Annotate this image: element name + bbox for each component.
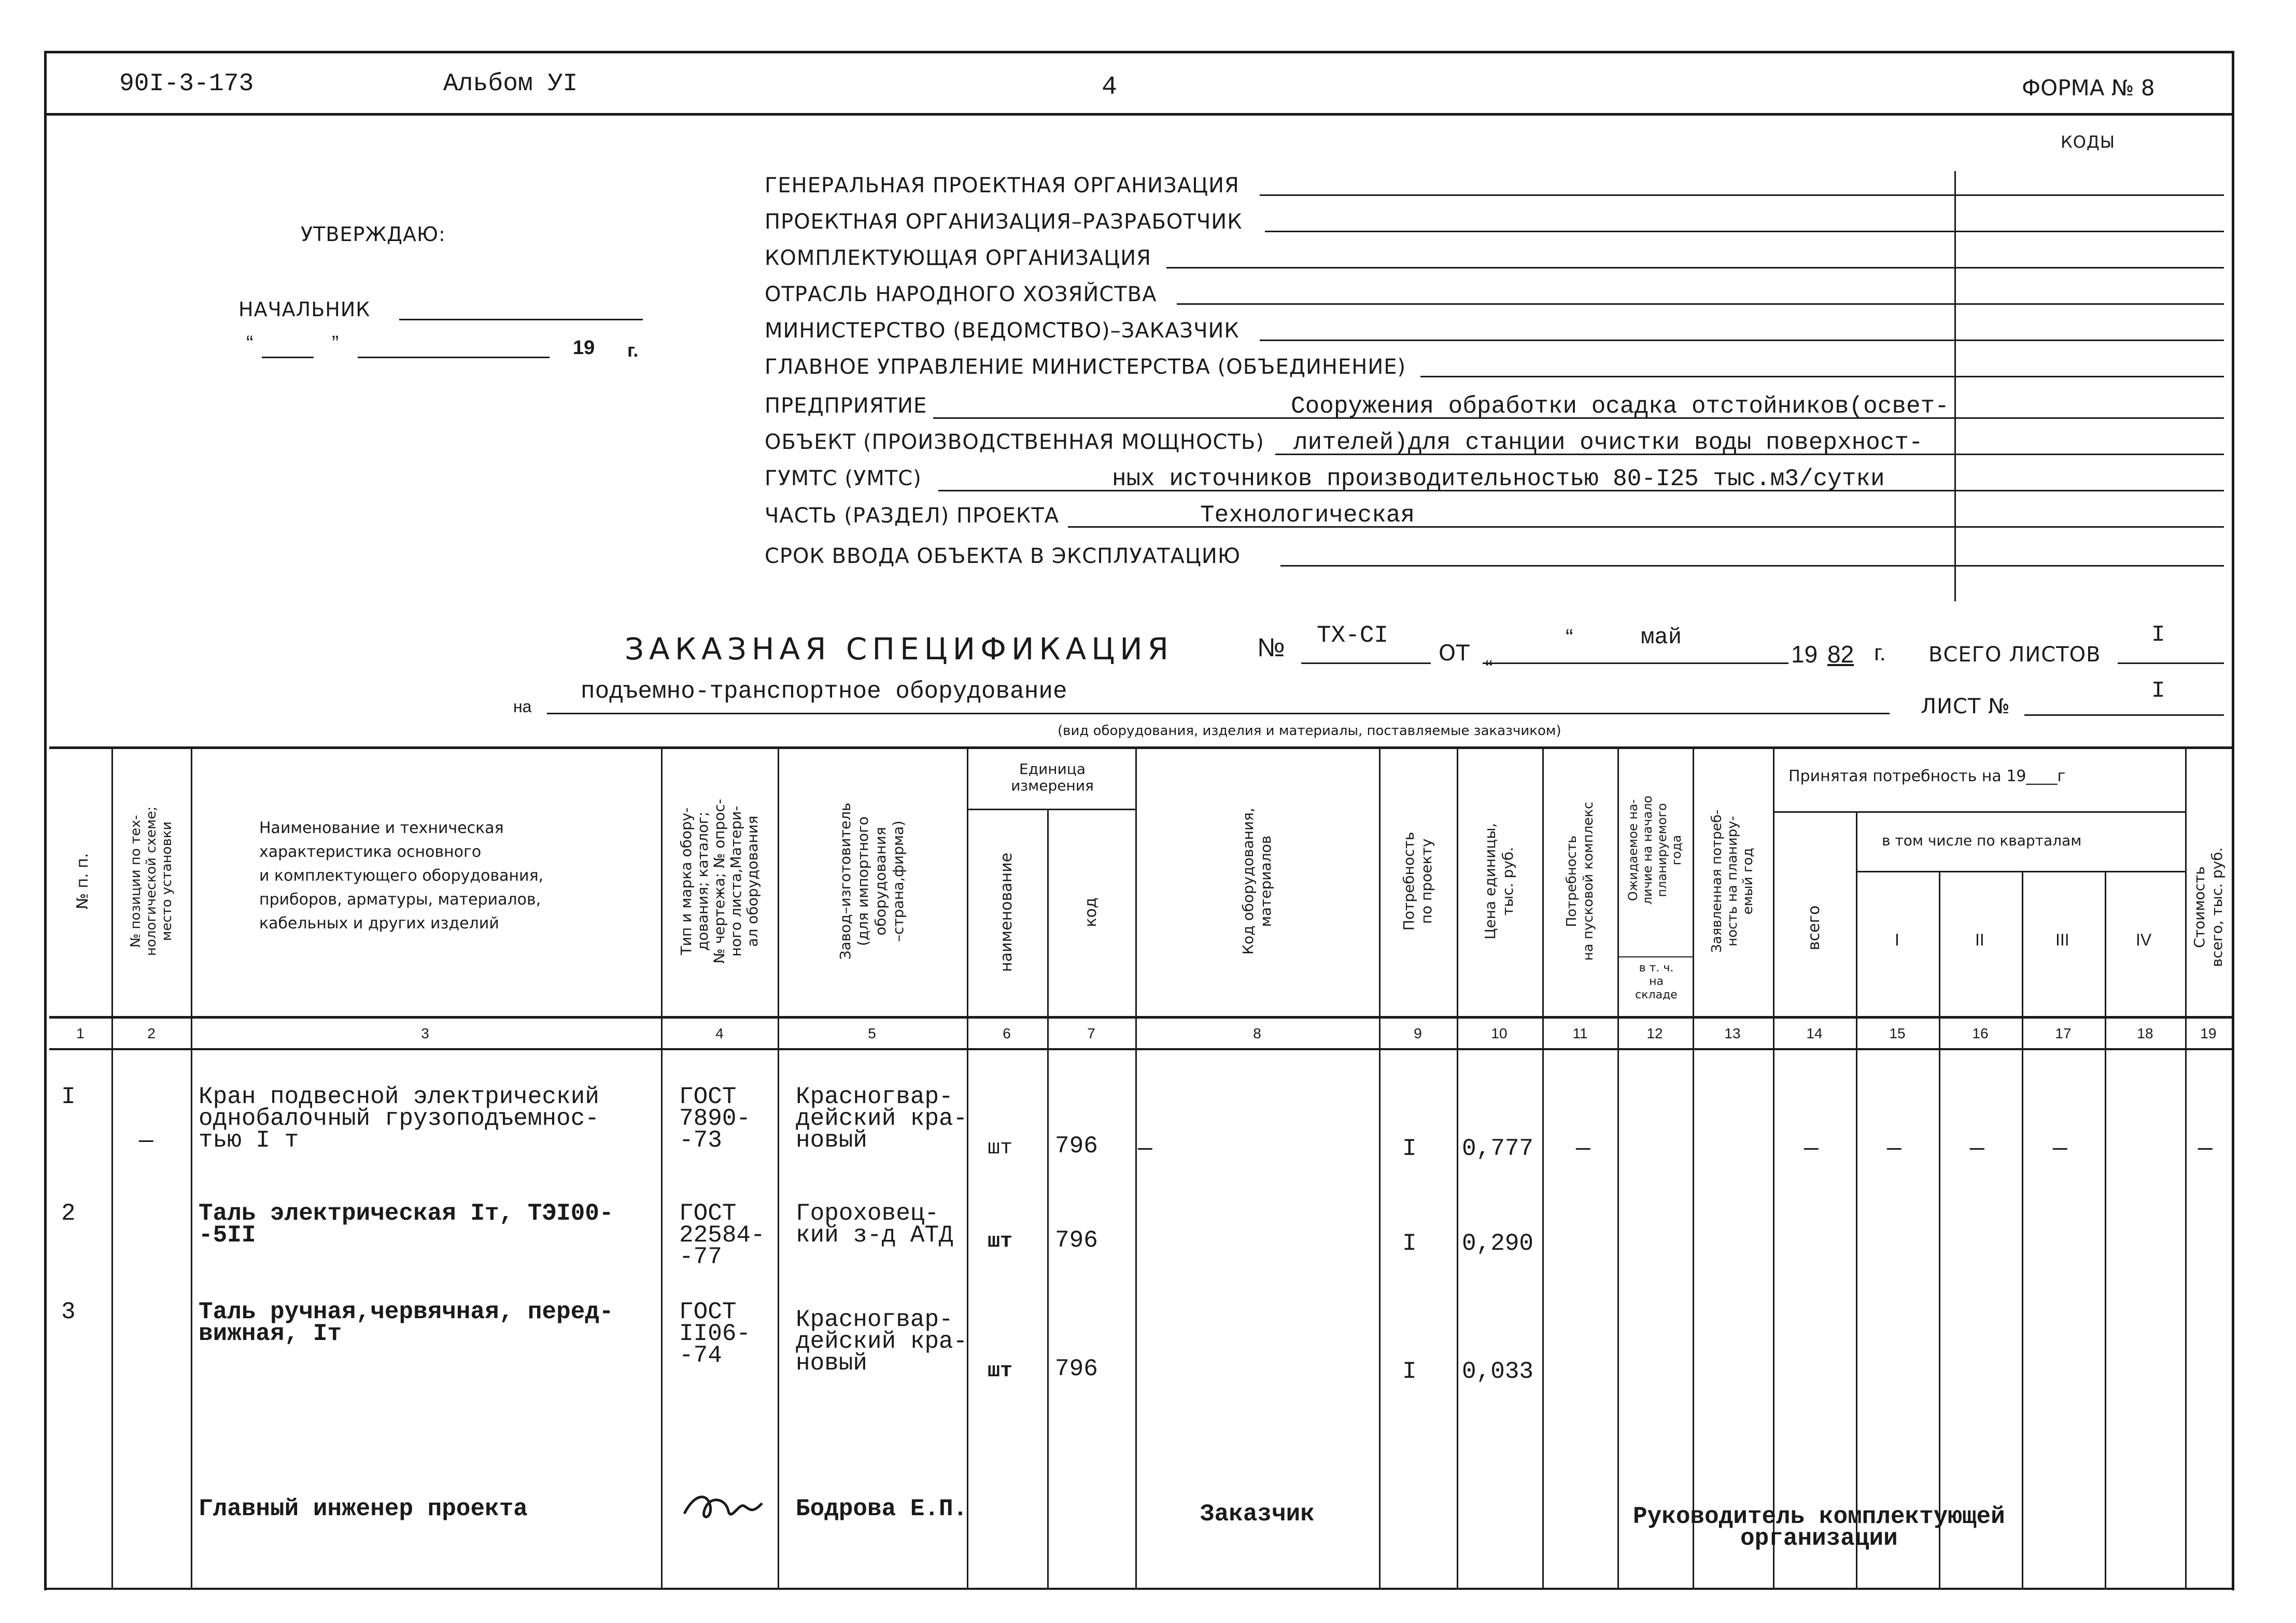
col-header-5: Завод–изготовитель (для импортного оборудования –страна,фирма)	[837, 802, 907, 960]
row-2-need: I	[1402, 1230, 1417, 1257]
col-header-8: Код оборудования, материалов	[1239, 808, 1274, 955]
row-1-number: I	[61, 1083, 76, 1110]
chief-label: НАЧАЛЬНИК	[238, 298, 371, 321]
date-quote-close: ”	[332, 332, 339, 355]
col-header-10: Цена единицы, тыс. руб.	[1482, 823, 1516, 940]
row-1-unit: шт	[988, 1137, 1013, 1160]
col-number: 6	[1003, 1025, 1011, 1041]
customer-label: Заказчик	[1200, 1501, 1315, 1528]
row-2-unit: шт	[988, 1230, 1013, 1253]
row-3-need: I	[1402, 1358, 1417, 1385]
col-number: 4	[715, 1025, 724, 1041]
row-3-price: 0,033	[1462, 1358, 1534, 1385]
col-number: 9	[1414, 1025, 1422, 1041]
row-1-maker: Красногвар- дейский кра- новый	[796, 1083, 968, 1154]
row-2-number: 2	[61, 1200, 76, 1227]
main-dept-label: ГЛАВНОЕ УПРАВЛЕНИЕ МИНИСТЕРСТВА (ОБЪЕДИНЕНИЕ)	[765, 355, 1406, 379]
date-quote-open: “	[246, 332, 253, 355]
object-label: ОБЪЕКТ (ПРОИЗВОДСТВЕННАЯ МОЩНОСТЬ)	[765, 430, 1264, 454]
col-number: 3	[421, 1025, 429, 1041]
spec-year-prefix: 19	[1791, 641, 1818, 668]
industry-label: ОТРАСЛЬ НАРОДНОГО ХОЗЯЙСТВА	[765, 283, 1157, 306]
row-1-type: ГОСТ 7890- -73	[679, 1083, 751, 1154]
chief-engineer-label: Главный инженер проекта	[199, 1495, 528, 1522]
spec-month: май	[1641, 625, 1682, 651]
approval-year-suffix: г.	[627, 340, 639, 361]
row-3-code: 796	[1055, 1356, 1098, 1382]
row-2-code: 796	[1055, 1227, 1098, 1254]
col-number: 13	[1724, 1025, 1741, 1041]
col-header-19: Стоимость всего, тыс. руб.	[2191, 847, 2225, 967]
spec-quote-open: “	[1566, 625, 1573, 650]
form-label: ФОРМА № 8	[2022, 75, 2155, 101]
col-header-15: I	[1895, 930, 1899, 949]
col-header-12b: в т. ч. на складе	[1635, 962, 1678, 1001]
row-1-dash: —	[2198, 1135, 2213, 1162]
col-header-14-18: Принятая потребность на 19____г	[1788, 767, 2066, 785]
sheet-label: ЛИСТ №	[1921, 695, 2010, 718]
row-3-type: ГОСТ II06- -74	[679, 1299, 751, 1369]
part-value: Технологическая	[1200, 502, 1415, 529]
spec-year-suffix: г.	[1874, 640, 1886, 666]
supplier-org-label: КОМПЛЕКТУЮЩАЯ ОРГАНИЗАЦИЯ	[765, 246, 1151, 270]
row-2-maker: Гороховец- кий з-д АТД	[796, 1200, 953, 1249]
col-header-11: Потребность на пусковой комплекс	[1564, 801, 1596, 961]
row-1-position: —	[139, 1127, 153, 1154]
row-1-name: Кран подвесной электрический однобалочный грузоподъемнос- тью I т	[199, 1083, 599, 1154]
spec-title: ЗАКАЗНАЯ СПЕЦИФИКАЦИЯ	[625, 631, 1174, 667]
spec-quote-close: “	[1485, 656, 1493, 681]
spec-number-label: №	[1257, 633, 1285, 662]
signature-mark	[679, 1483, 767, 1529]
row-1-dash: —	[1804, 1135, 1819, 1162]
enterprise-label: ПРЕДПРИЯТИЕ	[765, 394, 927, 418]
col-number: 12	[1646, 1025, 1663, 1041]
total-sheets-label: ВСЕГО ЛИСТОВ	[1928, 643, 2101, 667]
approve-label: УТВЕРЖДАЮ:	[301, 223, 446, 246]
row-3-unit: шт	[988, 1360, 1013, 1383]
codes-label: КОДЫ	[2061, 132, 2116, 152]
col-number: 10	[1491, 1025, 1508, 1041]
col-number: 1	[76, 1025, 84, 1041]
developer-org-label: ПРОЕКТНАЯ ОРГАНИЗАЦИЯ–РАЗРАБОТЧИК	[765, 210, 1243, 234]
col-header-4: Тип и марка обору- дования; каталог; № чертежа; № опрос- ного листа,Матери- ал оборудования	[678, 799, 761, 964]
album-label: Альбом УI	[443, 70, 578, 98]
col-number: 8	[1253, 1025, 1261, 1041]
row-1-dash: —	[1576, 1135, 1590, 1162]
col-number: 18	[2137, 1025, 2153, 1041]
row-1-code: 796	[1055, 1133, 1098, 1160]
object-value: лителей)для станции очистки воды поверхност-	[1293, 429, 1923, 456]
row-1-dash: —	[1887, 1135, 1901, 1162]
sheet-value: I	[2151, 678, 2165, 704]
col-header-3: Наименование и техническая характеристика основного и комплектующего оборудования, приборов, арматуры, материалов, кабельных и других изделий	[259, 819, 544, 933]
row-2-price: 0,290	[1462, 1230, 1534, 1257]
col-number: 17	[2055, 1025, 2072, 1041]
row-1-dash: —	[2053, 1135, 2067, 1162]
row-3-maker: Красногвар- дейский кра- новый	[796, 1306, 968, 1377]
col-header-16: II	[1975, 930, 1984, 949]
part-label: ЧАСТЬ (РАЗДЕЛ) ПРОЕКТА	[765, 504, 1060, 528]
enterprise-value: Сооружения обработки осадка отстойников(освет-	[1291, 393, 1949, 420]
spec-from-label: ОТ	[1439, 640, 1470, 666]
supplier-head-label: Руководитель комплектующей организации	[1633, 1503, 2005, 1552]
row-1-code-dash: —	[1138, 1135, 1152, 1162]
col-header-6-7: Единица измерения	[1011, 760, 1094, 794]
spec-on-value: подъемно-транспортное оборудование	[581, 678, 1067, 705]
col-header-9: Потребность по проекту	[1400, 831, 1435, 931]
col-header-6: наименование	[997, 852, 1016, 972]
spec-on-label: на	[513, 697, 532, 716]
gumts-value: ных источников производительностью 80-I25 тыс.м3/сутки	[1112, 465, 1885, 492]
row-1-price: 0,777	[1462, 1135, 1534, 1162]
col-header-14: всего	[1805, 905, 1823, 951]
col-header-18: IV	[2136, 930, 2152, 949]
page-number: 4	[1102, 73, 1118, 102]
col-header-12: Ожидаемое на- личие на начало планируемого года	[1626, 795, 1684, 905]
col-header-2: № позиции по тех- нологической схеме; место установки	[128, 806, 175, 956]
document-number: 90I-3-173	[119, 70, 254, 98]
spec-number-value: ТХ-СI	[1317, 622, 1389, 649]
col-number: 19	[2200, 1025, 2217, 1041]
col-number: 2	[147, 1025, 156, 1041]
col-number: 7	[1087, 1025, 1095, 1041]
engineer-name: Бодрова Е.П.	[796, 1495, 968, 1522]
col-header-7: код	[1082, 897, 1100, 927]
col-header-13: Заявленная потреб- ность на планиру- емый год	[1709, 810, 1756, 953]
spec-subcaption: (вид оборудования, изделия и материалы, поставляемые заказчиком)	[1058, 723, 1561, 739]
gumts-label: ГУМТС (УМТС)	[765, 467, 922, 490]
col-number: 14	[1806, 1025, 1823, 1041]
row-3-number: 3	[61, 1299, 76, 1325]
col-number: 15	[1889, 1025, 1906, 1041]
row-3-name: Таль ручная,червячная, перед- вижная, Iт	[199, 1299, 614, 1347]
total-sheets-value: I	[2151, 622, 2165, 648]
approval-year-prefix: 19	[573, 337, 595, 359]
col-header-15-18: в том числе по кварталам	[1882, 832, 2082, 849]
deadline-label: СРОК ВВОДА ОБЪЕКТА В ЭКСПЛУАТАЦИЮ	[765, 544, 1241, 568]
col-header-17: III	[2055, 930, 2069, 949]
spec-year-value: 82	[1827, 641, 1854, 668]
col-number: 16	[1972, 1025, 1989, 1041]
row-2-type: ГОСТ 22584- -77	[679, 1200, 765, 1271]
col-number: 11	[1572, 1025, 1588, 1041]
row-1-dash: —	[1970, 1135, 1984, 1162]
row-1-need: I	[1402, 1135, 1417, 1162]
col-number: 5	[868, 1025, 876, 1041]
general-org-label: ГЕНЕРАЛЬНАЯ ПРОЕКТНАЯ ОРГАНИЗАЦИЯ	[765, 174, 1239, 197]
ministry-label: МИНИСТЕРСТВО (ВЕДОМСТВО)–ЗАКАЗЧИК	[765, 319, 1239, 343]
col-header-1: № п. п.	[74, 853, 92, 910]
row-2-name: Таль электрическая Iт, ТЭI00- -5II	[199, 1200, 614, 1249]
